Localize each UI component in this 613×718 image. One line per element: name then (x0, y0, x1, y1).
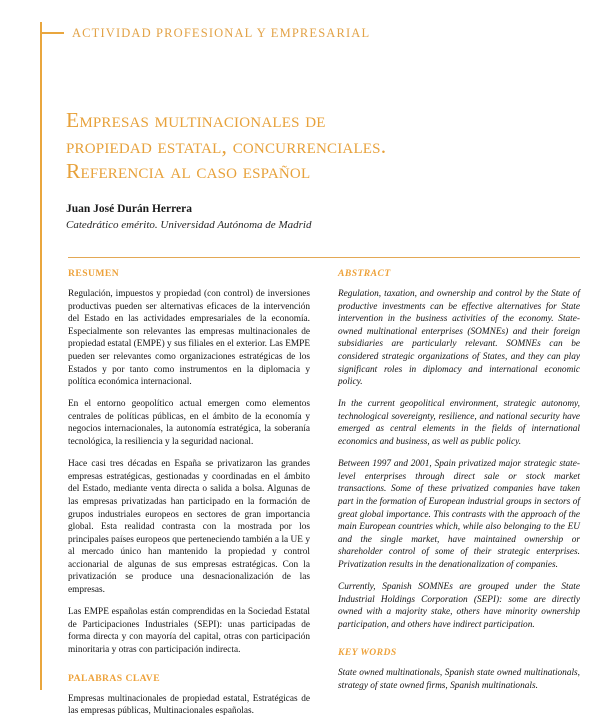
abstract-heading: ABSTRACT (338, 268, 391, 279)
resumen-paragraph: Hace casi tres décadas en España se privatizaron las grandes empresas estratégicas, gestionadas y coordinadas en el ámbito del Estado, mediante venta directa o salida a bolsa. Algunas de las empresas privatizadas han participado en la formación de grupos industriales europeos en sectores de gran importancia global. Esta realidad contrasta con la mostrada por los principales países europeos que perteneciendo también a la UE y al mercado único han mantenido la propiedad y control accionarial de algunas de sus empresas estratégicas. Con la privatización se produce una desnacionalización de las empresas. (68, 459, 310, 596)
author-affiliation: Catedrático emérito. Universidad Autónoma de Madrid (66, 219, 312, 231)
abstract-columns (68, 268, 580, 718)
resumen-paragraph: Las EMPE españolas están comprendidas en la Sociedad Estatal de Participaciones Industriales (SEPI): unas participadas de forma directa y con mayoría del capital, otras con participación minoritaria y otras con participación indirecta. (68, 607, 310, 655)
palabras-clave-list: Empresas multinacionales de propiedad estatal, Estratégicas de las empresas públicas, Multinacionales españolas. (68, 693, 310, 717)
running-head-label: ACTIVIDAD PROFESIONAL Y EMPRESARIAL (72, 25, 371, 40)
title-line-1: Empresas multinacionales de (66, 108, 326, 132)
key-words-heading: KEY WORDS (338, 647, 397, 659)
resumen-heading: RESUMEN (68, 268, 120, 279)
key-words-list: State owned multinationals, Spanish state owned multinationals, strategy of state owned firms, Spanish multinationals. (338, 668, 580, 691)
author-block (66, 202, 516, 232)
abstract-divider-rule (68, 257, 580, 258)
resumen-paragraph: Regulación, impuestos y propiedad (con control) de inversiones productivas pueden ser alternativas eficaces de la intervención del Estado en las actividades empresariales de la economía. Especialmente son relevantes las empresas multinacionales de propiedad estatal (EMPE) y sus filiales en el exterior. Las EMPE pueden ser relevantes como organizaciones estratégicas de los Estados y por tanto como instrumentos en la diplomacia y política económica internacional. (68, 289, 310, 388)
resumen-paragraph: En el entorno geopolítico actual emergen como elementos centrales de políticas públicas, en el ámbito de la economía y negocios internacionales, la autonomía estratégica, la soberanía tecnológica, la resiliencia y la seguridad nacional. (68, 399, 310, 448)
abstract-paragraph: Currently, Spanish SOMNEs are grouped under the State Industrial Holdings Corporation (SEPI): some are directly owned with a majority stake, others have minority ownership participation, and others have indirect participation. (338, 581, 580, 630)
column-english (338, 268, 580, 718)
abstract-paragraph: Between 1997 and 2001, Spain privatized major strategic state-level enterprises through direct sale or stock market transactions. Some of these privatized companies have taken part in the formation of European industrial groups in sectors of great global importance. This contrasts with the approach of the main European countries which, while also belonging to the EU and the single market, have maintained ownership or shareholder control of some of their strategic enterprises. Privatization results in the denationalization of companies. (338, 459, 580, 570)
title-line-3: Referencia al caso español (66, 159, 311, 183)
page-title (66, 108, 516, 185)
title-line-2: propiedad estatal, concurrenciales. (66, 133, 387, 158)
palabras-clave-heading: PALABRAS CLAVE (68, 672, 161, 684)
left-vertical-accent-rule (40, 22, 42, 690)
abstract-paragraph: Regulation, taxation, and ownership and control by the State of productive investments can be effective alternatives for State intervention in the business activities of the economy. State-owned multinational enterprises (SOMNEs) and their foreign subsidiaries are particularly relevant. SOMNEs can be considered strategic organizations of States, and they can play significant roles in diplomacy and international economic policy. (338, 289, 580, 388)
abstract-paragraph: In the current geopolitical environment, strategic autonomy, technological sovereignty, resilience, and national security have emerged as central elements in the fields of international economics and business, as well as public policy. (338, 399, 580, 448)
column-spanish (68, 268, 310, 718)
author-name: Juan José Durán Herrera (66, 203, 192, 215)
running-head-dash-icon (40, 32, 64, 33)
title-block (66, 108, 516, 185)
running-head (40, 22, 580, 44)
